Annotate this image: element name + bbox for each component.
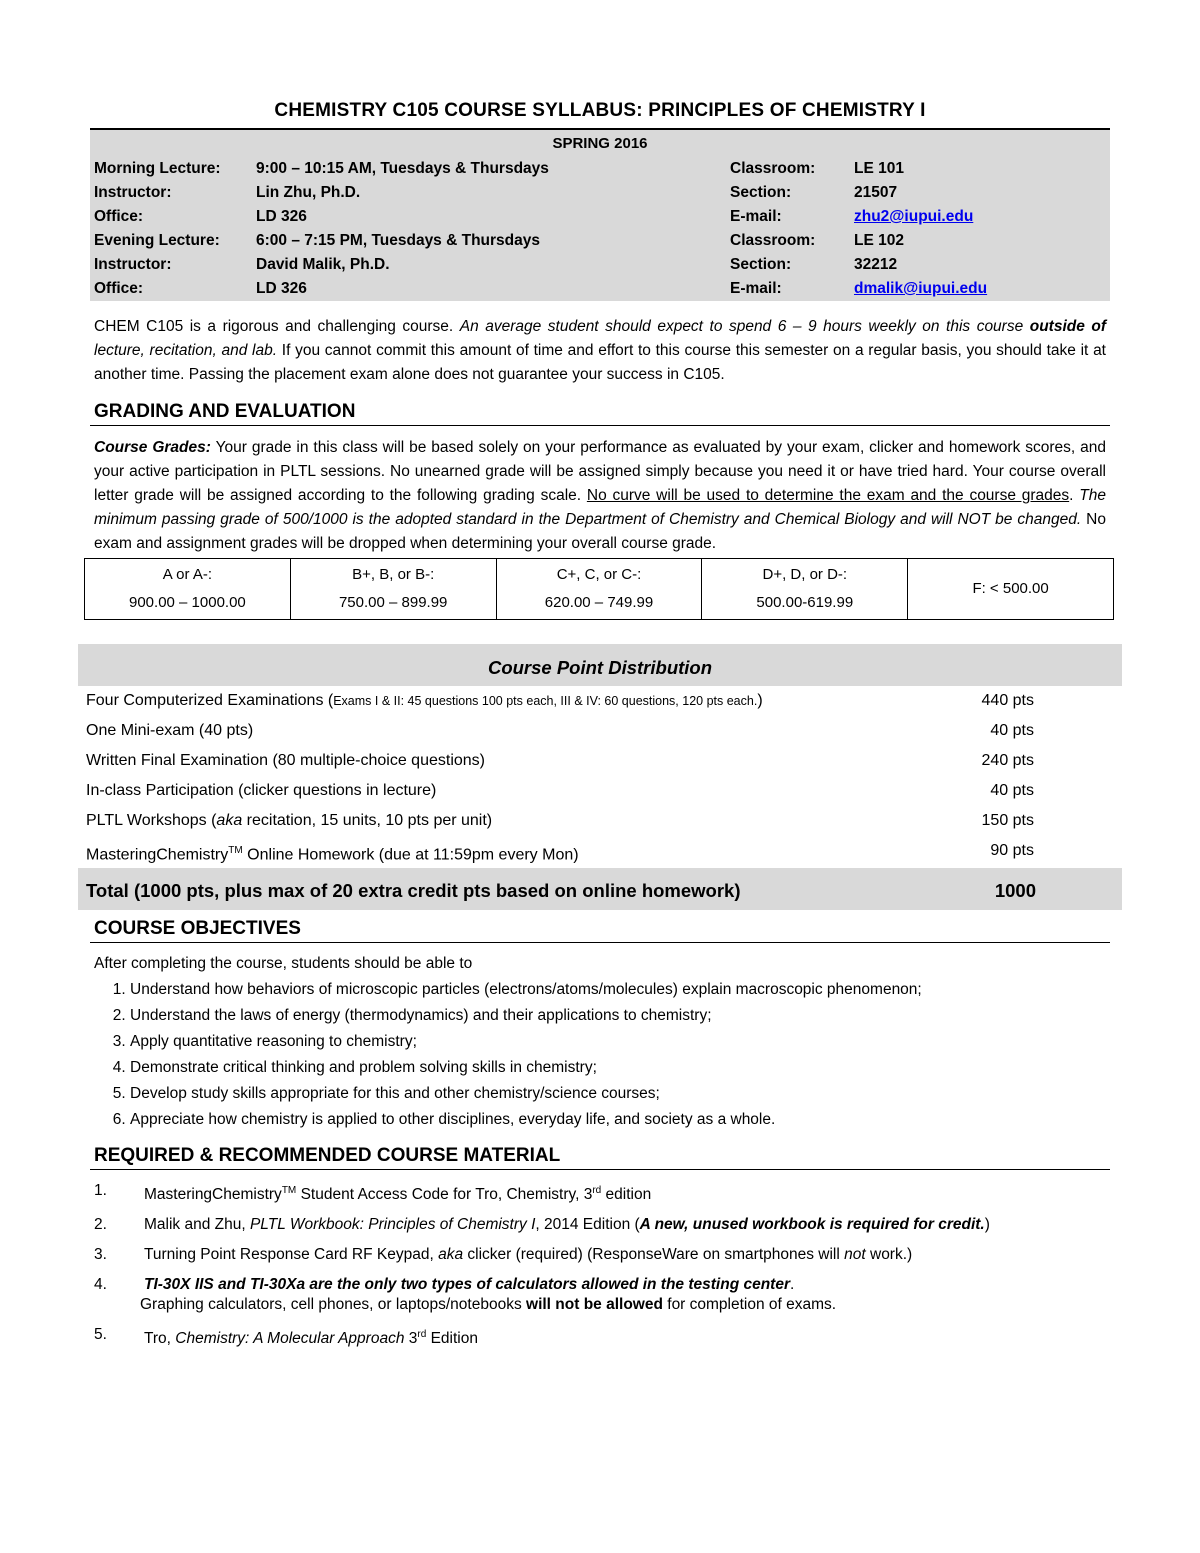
- distribution-row: MasteringChemistry™ Online Homework (due at 11:59pm every Mon) 90 pts: [86, 842, 1034, 864]
- course-info-row: [90, 205, 1110, 229]
- info-label: Instructor:: [94, 256, 172, 273]
- semester-label: SPRING 2016: [552, 135, 648, 152]
- distribution-row: PLTL Workshops (aka recitation, 15 units, 10 pts per unit) 150 pts: [86, 812, 1034, 829]
- grade-letter: C+, C, or C-:: [556, 566, 642, 583]
- list-item: 6. Appreciate how chemistry is applied to other disciplines, everyday life, and society as a whole.: [130, 1107, 1110, 1133]
- grade-scale-cell: [85, 559, 291, 620]
- grade-range: 750.00 – 899.99: [338, 594, 448, 611]
- list-item: 3. Turning Point Response Card RF Keypad, aka clicker (required) (ResponseWare on smartphones will not work.): [94, 1246, 913, 1264]
- list-item: 3. Apply quantitative reasoning to chemistry;: [130, 1029, 1110, 1055]
- grading-paragraph: Course Grades: Your grade in this class will be based solely on your performance as evaluated by your exam, clicker and homework scores, and your active participation in PLTL sessions. No unearned grade will be assigned simply because you need it or have tried hard. Your course overall letter grade will be assigned according to the following grading scale. No curve will be used to determine the exam and the course grades. The minimum passing grade of 500/1000 is the adopted standard in the Department of Chemistry and Chemical Biology and will NOT be changed. No exam and assignment grades will be dropped when determining your overall course grade.: [94, 439, 1107, 552]
- info-label: Instructor:: [94, 184, 172, 201]
- info-label: Morning Lecture:: [94, 160, 221, 177]
- grade-letter: F: < 500.00: [972, 580, 1049, 597]
- info-value: David Malik, Ph.D.: [256, 256, 390, 273]
- grade-range: 900.00 – 1000.00: [129, 594, 246, 611]
- list-item: 5. Tro, Chemistry: A Molecular Approach 3rd Edition: [94, 1326, 478, 1348]
- info-value: LD 326: [256, 280, 307, 297]
- email-link[interactable]: zhu2@iupui.edu: [854, 208, 974, 225]
- grade-scale-cell: [702, 559, 908, 620]
- course-info-block: [90, 130, 1110, 301]
- list-item: 2. Malik and Zhu, PLTL Workbook: Principles of Chemistry I, 2014 Edition (A new, unused workbook is required for credit.): [94, 1216, 990, 1234]
- distribution-total: Total (1000 pts, plus max of 20 extra credit pts based on online homework) 1000: [78, 868, 1122, 910]
- list-item: 1. Understand how behaviors of microscopic particles (electrons/atoms/molecules) explain macroscopic phenomenon;: [130, 977, 1110, 1003]
- list-item: 4. Demonstrate critical thinking and problem solving skills in chemistry;: [130, 1055, 1110, 1081]
- info-label: E-mail:: [730, 208, 782, 225]
- info-value: 32212: [854, 256, 898, 273]
- info-label: Section:: [730, 256, 792, 273]
- distribution-row: Written Final Examination (80 multiple-choice questions) 240 pts: [86, 752, 1034, 769]
- grade-range: 500.00-619.99: [756, 594, 854, 611]
- info-label: Classroom:: [730, 160, 816, 177]
- objectives-intro: After completing the course, students should be able to: [94, 955, 473, 972]
- grade-scale-table: [84, 558, 1114, 620]
- grade-letter: A or A-:: [162, 566, 212, 583]
- distribution-row: Four Computerized Examinations (Exams I & II: 45 questions 100 pts each, III & IV: 60 questions, 120 pts each.) 440 pts: [86, 692, 1034, 709]
- course-info-row: [90, 157, 1110, 181]
- list-item: 2. Understand the laws of energy (thermodynamics) and their applications to chemistry;: [130, 1003, 1110, 1029]
- list-item-note: Graphing calculators, cell phones, or laptops/notebooks will not be allowed for completion of exams.: [140, 1296, 837, 1314]
- info-value: 9:00 – 10:15 AM, Tuesdays & Thursdays: [256, 160, 549, 177]
- course-info-row: [90, 253, 1110, 277]
- grade-scale-cell: [496, 559, 702, 620]
- info-label: Evening Lecture:: [94, 232, 220, 249]
- email-cell: [850, 277, 1110, 301]
- info-label: Office:: [94, 208, 144, 225]
- syllabus-page: [86, 100, 1110, 1354]
- list-item: 5. Develop study skills appropriate for this and other chemistry/science courses;: [130, 1081, 1110, 1107]
- info-value: Lin Zhu, Ph.D.: [256, 184, 361, 201]
- point-distribution: [78, 644, 1122, 910]
- email-link[interactable]: dmalik@iupui.edu: [854, 280, 988, 297]
- page-title: CHEMISTRY C105 COURSE SYLLABUS: PRINCIPLES OF CHEMISTRY I: [90, 100, 1110, 130]
- grade-letter: B+, B, or B-:: [352, 566, 435, 583]
- objectives-heading: COURSE OBJECTIVES: [90, 918, 1110, 943]
- info-value: 21507: [854, 184, 898, 201]
- distribution-row: One Mini-exam (40 pts) 40 pts: [86, 722, 1034, 739]
- grade-scale-cell: [290, 559, 496, 620]
- materials-heading: REQUIRED & RECOMMENDED COURSE MATERIAL: [90, 1145, 1110, 1170]
- info-value: LE 102: [854, 232, 904, 249]
- course-info-row: [90, 181, 1110, 205]
- info-label: Section:: [730, 184, 792, 201]
- info-value: LE 101: [854, 160, 904, 177]
- info-label: E-mail:: [730, 280, 782, 297]
- grade-range: 620.00 – 749.99: [544, 594, 654, 611]
- email-cell: [850, 205, 1110, 229]
- grade-scale-cell: [908, 559, 1114, 620]
- distribution-heading: Course Point Distribution: [78, 644, 1122, 686]
- info-label: Office:: [94, 280, 144, 297]
- course-info-row: [90, 277, 1110, 301]
- course-info-table: [90, 157, 1110, 301]
- grading-heading: GRADING AND EVALUATION: [90, 401, 1110, 426]
- list-item: 4. TI-30X IIS and TI-30Xa are the only two types of calculators allowed in the testing center.: [94, 1276, 795, 1294]
- course-info-row: [90, 229, 1110, 253]
- objectives-list: [90, 977, 1110, 1133]
- intro-paragraph: CHEM C105 is a rigorous and challenging course. An average student should expect to spend 6 – 9 hours weekly on this course outside of lecture, recitation, and lab. If you cannot commit this amount of time and effort to this course this semester on a regular basis, you should take it at another time. Passing the placement exam alone does not guarantee your success in C105.: [94, 318, 1106, 383]
- list-item: 1. MasteringChemistry™ Student Access Code for Tro, Chemistry, 3rd edition: [94, 1182, 652, 1204]
- info-value: 6:00 – 7:15 PM, Tuesdays & Thursdays: [256, 232, 540, 249]
- info-value: LD 326: [256, 208, 307, 225]
- info-label: Classroom:: [730, 232, 816, 249]
- materials-list: [90, 1176, 1110, 1354]
- distribution-row: In-class Participation (clicker questions in lecture) 40 pts: [86, 782, 1034, 799]
- grade-letter: D+, D, or D-:: [762, 566, 848, 583]
